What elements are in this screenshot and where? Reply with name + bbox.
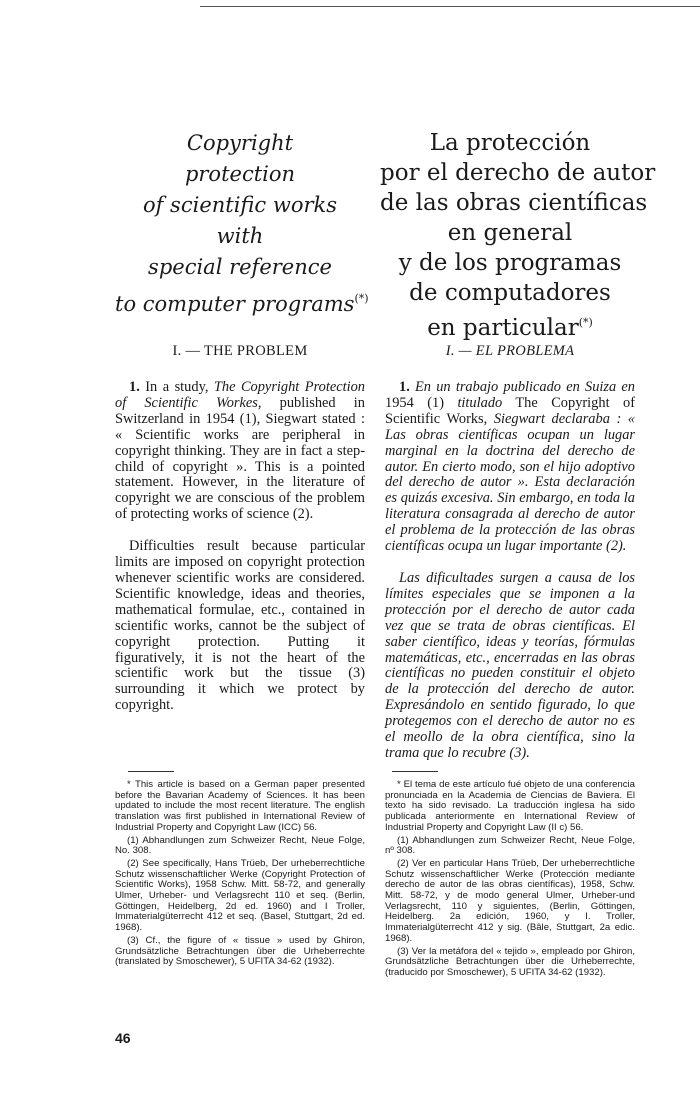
title-en-line: with xyxy=(216,224,264,248)
title-footnote-ref: (*) xyxy=(354,292,369,305)
english-paragraph-1 xyxy=(115,380,365,523)
title-en-last: to computer programs xyxy=(115,292,355,316)
cited-title: The Copyright of Scientific Works, xyxy=(385,394,635,427)
title-es-line: La protección xyxy=(429,130,591,156)
footnote: (2) Ver en particular Hans Trüeb, Der urheberrechtliche Schutz wissenschaftlicher Werke (Protección mediante derecho de autor de las obras científicas), 1958, Schw. Mitt. 58-72, y de modo general Ulmer, Urheber-und Verlagsrecht, 110 y siguientes, (Berlin, Göttingen, Heidelberg. 2a edición, 1960, y I. Troller, Immaterialgüterrecht 412 y sig. (Bâle, Stuttgart, 2a edic. 1968). xyxy=(385,857,635,944)
top-rule xyxy=(200,6,700,7)
title-es-line xyxy=(380,308,640,343)
title-spanish xyxy=(380,128,656,343)
title-en-line xyxy=(115,283,369,320)
page-number: 46 xyxy=(115,1030,131,1046)
title-es-last: en particular xyxy=(427,315,579,341)
footnote: (3) Cf., the figure of « tissue » used by Ghiron, Grundsätzliche Betrachtungen über die Urheberrechte (translated by Smoschewer), 5 UFITA 34-62 (1932). xyxy=(115,934,365,968)
footnote: * El tema de este artículo fué objeto de una conferencia pronunciada en la Academia de Ciencias de Baviera. El texto ha sido revisado. La traducción inglesa ha sido publicada anteriormente en International Review of Industrial Property and Copyright Law (II c) 56. xyxy=(385,779,635,833)
section-heading-english: I. — THE PROBLEM xyxy=(172,343,308,359)
paragraph-number: 1. xyxy=(399,379,410,395)
english-footnotes xyxy=(115,780,365,970)
footnote: * This article is based on a German paper presented before the Bavarian Academy of Sciences. It has been updated to include the most recent literature. The english translation was first published in International Review of Industrial Property and Copyright Law (ICC) 56. xyxy=(115,779,365,833)
footnote-rule xyxy=(128,771,174,772)
spanish-footnotes xyxy=(385,780,635,981)
spanish-body xyxy=(385,380,635,762)
title-english xyxy=(115,128,369,320)
text-run: En un trabajo publicado en Suiza en xyxy=(409,379,635,395)
footnote-rule xyxy=(392,771,438,772)
spanish-paragraph-1 xyxy=(385,380,635,555)
title-en-line: Copyright xyxy=(186,131,294,155)
english-body xyxy=(115,380,365,714)
title-es-line: por el derecho de autor xyxy=(380,160,656,186)
text-run: In a study, xyxy=(139,379,214,395)
title-en-line: special reference xyxy=(148,255,332,279)
title-es-line: de las obras científicas xyxy=(380,190,648,216)
footnote: (2) See specifically, Hans Trüeb, Der urheberrechtliche Schutz wissenschaftlicher Werke (Copyright Protection of Scientific Works), 1958 Schw. Mitt. 58-72, and generally Ulmer, Urheber- und Verlagsrecht 110 et seq. (Berlin, Göttingen, Heidelberg, 2d ed. 1960) and I Troller, Immaterialgüterrecht 412 et seq. (Basel, Stuttgart, 2d ed. 1968). xyxy=(115,857,365,934)
cited-title: The Copyright Protection of Scientific Workes, xyxy=(115,379,365,411)
title-en-line: of scientific works xyxy=(142,193,338,217)
paragraph-number: 1. xyxy=(129,379,140,395)
english-paragraph-2: Difficulties result because particular limits are imposed on copyright protection whenever scientific works are considered. Scientific knowledge, ideas and theories, mathematical formulae, etc., contained in scientific works, cannot be the subject of copyright protection. Putting it figuratively, it is not the heart of the scientific work but the tissue (3) surrounding it which we protect by copyright. xyxy=(115,538,365,714)
footnote: (1) Abhandlungen zum Schweizer Recht, Neue Folge, No. 308. xyxy=(115,834,365,857)
title-es-line: y de los programas xyxy=(398,250,622,276)
title-en-line: protection xyxy=(184,162,296,186)
text-run: published in Switzerland in 1954 (1), Siegwart stated : « Scientific works are peripheral in copyright thinking. They are in fact a step-child of copyright ». This is a pointed statement. However, in the literature of copyright we are conscious of the problem of protecting works of science (2). xyxy=(115,394,365,523)
title-es-line: de computadores xyxy=(409,280,611,306)
title-footnote-ref: (*) xyxy=(578,316,593,329)
footnote: (3) Ver la metáfora del « tejido », empleado por Ghiron, Grundsätzliche Betrachtungen über die Urheberrechte, (traducido por Smoschewer), 5 UFITA 34-62 (1932). xyxy=(385,945,635,978)
text-run: Siegwart declaraba : « Las obras científicas ocupan un lugar marginal en la doctrina del derecho de autor. En cierto modo, son el hijo adoptivo del derecho de autor ». Esta declaración es quizás excesiva. Sin embargo, en toda la literatura consagrada al derecho de autor el problema de la protección de las obras científicas ocupa un lugar importante (2). xyxy=(385,410,635,555)
section-heading-spanish: I. — EL PROBLEMA xyxy=(445,343,575,359)
text-run: 1954 (1) xyxy=(385,394,458,411)
title-es-line: en general xyxy=(447,220,573,246)
text-run: titulado xyxy=(457,394,503,411)
footnote: (1) Abhandlungen zum Schweizer Recht, Neue Folge, nº 308. xyxy=(385,834,635,857)
spanish-paragraph-2: Las dificultades surgen a causa de los límites especiales que se imponen a la protección por el derecho de autor cada vez que se trata de obras científicas. El saber científico, ideas y teorías, fórmulas matemáticas, etc., encerradas en las obras científicas no pueden constituir el objeto de la protección del derecho de autor. Expresándolo en sentido figurado, lo que protegemos con el derecho de autor no es el meollo de la obra científica, sino la trama que lo recubre (3). xyxy=(385,569,635,761)
